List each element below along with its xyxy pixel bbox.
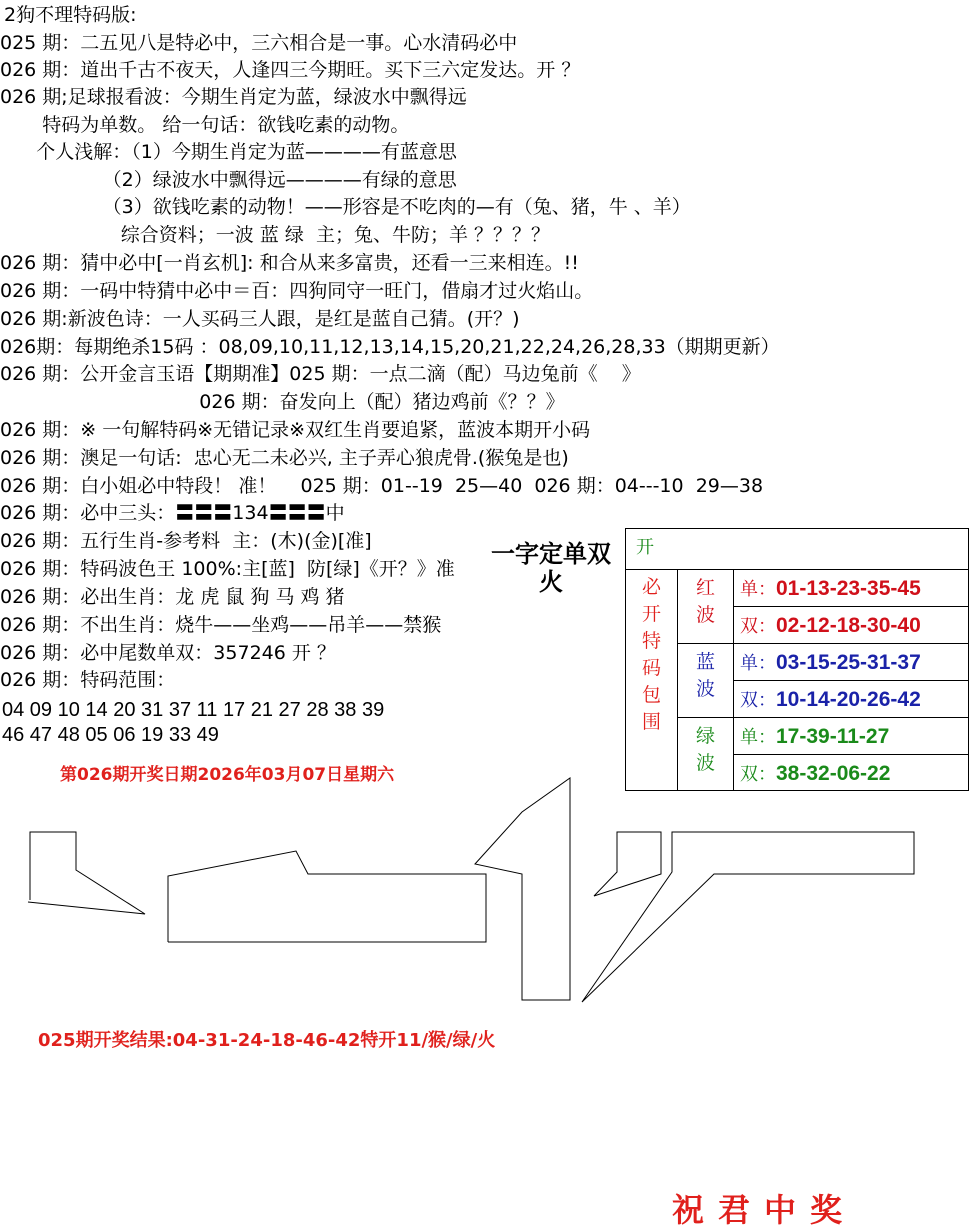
prediction-line: （3）欲钱吃素的动物！——形容是不吃肉的—有（兔、猪，牛 、羊） xyxy=(0,196,691,218)
wave-row: 单：17-39-11-27 xyxy=(740,725,890,748)
prediction-line: 026 期：一码中特猜中必中＝百：四狗同守一旺门，借扇才过火焰山。 xyxy=(0,280,594,302)
prediction-line: 026 期：奋发向上（配）猪边鸡前《？？》 xyxy=(0,391,565,413)
wave-row: 单：01-13-23-35-45 xyxy=(740,577,921,600)
prediction-line: 个人浅解：（1）今期生肖定为蓝————有蓝意思 xyxy=(0,141,457,163)
prediction-line: 026 期：五行生肖-参考料 主：(木)(金)[准] xyxy=(0,530,372,552)
prediction-line: 026 期：必中尾数单双：357246 开 ？ xyxy=(0,642,336,664)
blessing-text: 祝君中奖 xyxy=(672,1191,857,1229)
decorative-line-drawing xyxy=(0,760,970,1020)
prediction-line: 026 期：白小姐必中特段！ 准！ 025 期：01--19 25—40 026 期：04---10 29—38 xyxy=(0,475,764,497)
prediction-line: 026 期：必中三头：〓〓〓134〓〓〓中 xyxy=(0,502,345,524)
prediction-line: 026 期：不出生肖：烧牛——坐鸡——吊羊——禁猴 xyxy=(0,614,442,636)
result-025: 025期开奖结果:04-31-24-18-46-42特开11/猴/绿/火 xyxy=(38,1030,496,1051)
prediction-line: 026 期：道出千古不夜天，人逢四三今期旺。买下三六定发达。开 ？ xyxy=(0,59,581,81)
prediction-line: 026 期;足球报看波：今期生肖定为蓝，绿波水中飘得远 xyxy=(0,86,467,108)
draw-date: 第026期开奖日期2026年03月07日星期六 xyxy=(60,765,395,785)
prediction-line: 026 期：必出生肖：龙 虎 鼠 狗 马 鸡 猪 xyxy=(0,586,345,608)
prediction-line: 026 期:新波色诗：一人买码三人跟，是红是蓝自己猜。(开？) xyxy=(0,308,520,330)
prediction-line: 026 期：澳足一句话: 忠心无二未必兴, 主子弄心狼虎骨.(猴兔是也) xyxy=(0,447,569,469)
wave-row: 双：02-12-18-30-40 xyxy=(740,614,921,637)
range-numbers-2: 46 47 48 05 06 19 33 49 xyxy=(2,724,219,746)
prediction-line: 026 期：特码范围： xyxy=(0,669,176,691)
wave-group-name: 绿 波 xyxy=(695,725,715,774)
wave-row: 双：38-32-06-22 xyxy=(740,762,891,785)
prediction-line: 026期：每期绝杀15码 ：08,09,10,11,12,13,14,15,20,21,22,24,26,28,33（期期更新） xyxy=(0,336,780,358)
wave-group-name: 红 波 xyxy=(695,577,715,626)
page-title: 2狗不理特码版: xyxy=(4,4,137,26)
prediction-line: 综合资料；一波 蓝 绿 主；兔、牛防；羊 ？？？？ xyxy=(0,224,550,246)
prediction-line: 特码为单数。 给一句话：欲钱吃素的动物。 xyxy=(0,114,410,136)
prediction-line: 026 期：※ 一句解特码※无错记录※双红生肖要追紧，蓝波本期开小码 xyxy=(0,419,591,441)
wave-row: 双：10-14-20-26-42 xyxy=(740,688,921,711)
range-numbers-1: 04 09 10 14 20 31 37 11 17 21 27 28 38 39 xyxy=(2,699,385,721)
prediction-line: 026 期：公开金言玉语【期期准】025 期：一点二滴（配）马边兔前《 》 xyxy=(0,363,641,385)
left-label: 必 开 特 码 包 围 xyxy=(641,576,661,733)
prediction-line: 025 期：二五见八是特必中，三六相合是一事。心水清码必中 xyxy=(0,32,518,54)
wave-row: 单：03-15-25-31-37 xyxy=(740,651,921,674)
prediction-line: 026 期：特码波色王 100%:主[蓝] 防[绿]《开？》准 xyxy=(0,558,455,580)
prediction-line: （2）绿波水中飘得远————有绿的意思 xyxy=(0,169,457,191)
wave-group-name: 蓝 波 xyxy=(695,651,715,700)
table-header: 开 xyxy=(636,537,654,558)
floating-title: 一字定单双 火 xyxy=(491,540,611,596)
wave-color-table xyxy=(625,528,969,791)
prediction-line: 026 期：猜中必中[一肖玄机]: 和合从来多富贵，还看一三来相连。!! xyxy=(0,252,579,274)
